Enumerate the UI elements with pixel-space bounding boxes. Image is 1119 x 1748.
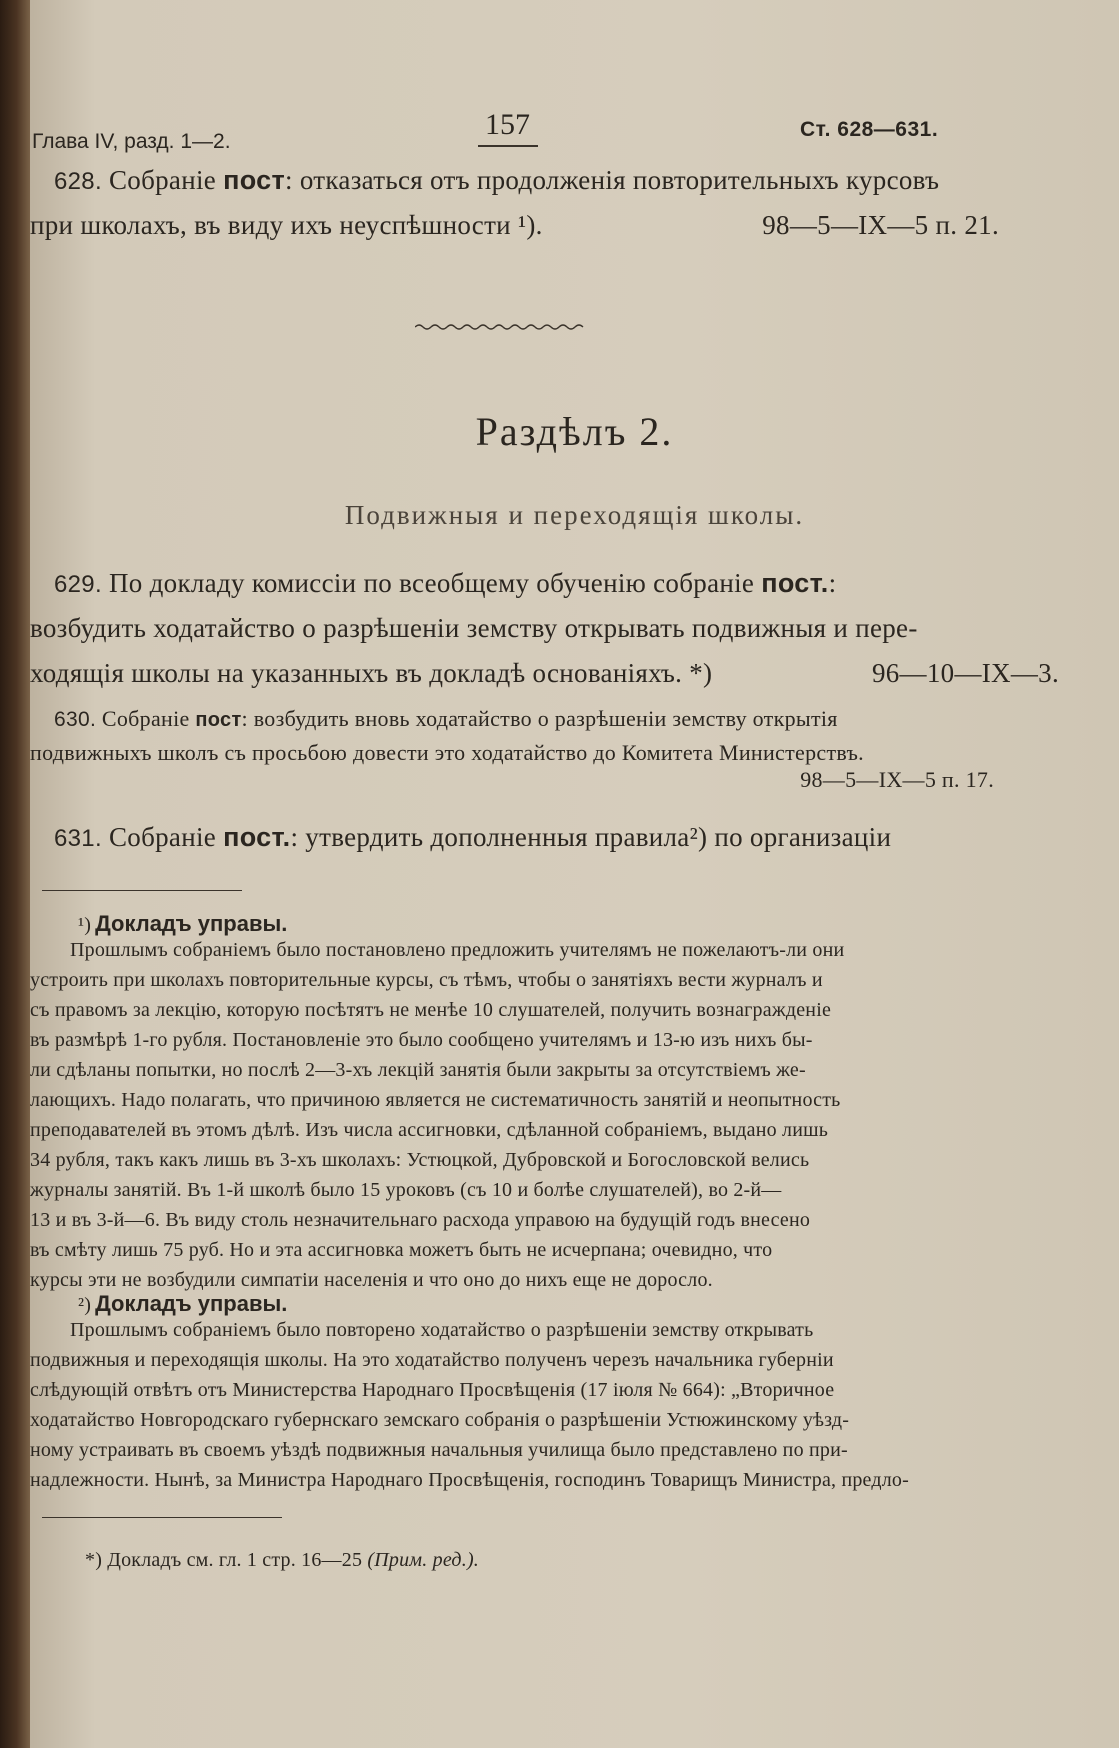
footnote-line: 34 рубля, такъ какъ лишь въ 3-хъ школахъ: Устюцкой, Дубровской и Богословской велись [30,1149,810,1171]
footnote-line: слѣдующій отвѣтъ отъ Министерства Народнаго Просвѣщенія (17 іюля № 664): „Вторичное [30,1379,835,1401]
footnote-line: ли сдѣланы попытки, но послѣ 2—3-хъ лекцій занятія были закрыты за отсутствіемъ же- [30,1059,806,1081]
article-628-line-2: при школахъ, въ виду ихъ неуспѣшности ¹). [30,210,543,240]
footnote-line: надлежности. Нынѣ, за Министра Народнаго Просвѣщенія, господинъ Товарищъ Министра, предло- [30,1469,909,1491]
footnote-2-body [30,1315,1000,1495]
editor-note: (Прим. ред.). [367,1549,479,1571]
footnote-1-body [30,935,1000,1295]
footnote-separator-2 [42,1517,282,1518]
page-number-underline [478,145,538,147]
section-subtitle: Подвижныя и переходящія школы. [344,500,805,530]
footnote-line: ному устраивать въ своемъ уѣздѣ подвижныя начальныя училища было представлено по при- [30,1439,848,1461]
decorative-divider [415,322,585,332]
article-628-line-1: 628. Собраніе пост: отказаться отъ продолженія повторительныхъ курсовъ [54,165,940,195]
footnote-separator [42,890,242,891]
article-number: 631. [54,825,102,852]
article-629-reference: 96—10—IX—3. [871,658,1059,688]
footnote-title: Докладъ управы. [95,1291,288,1316]
footnote-title: Докладъ управы. [95,911,288,936]
footnote-marker: ²) [78,1294,92,1316]
editor-footnote: *) Докладъ см. гл. 1 стр. 16—25 (Прим. ред.). [85,1549,479,1571]
post-keyword: пост. [761,568,829,598]
page-number: 157 [485,108,530,141]
article-number: 630. [54,708,97,731]
post-keyword: пост [223,165,286,195]
article-number: 629. [54,571,102,598]
article-number: 628. [54,168,102,195]
article-628-reference: 98—5—IX—5 п. 21. [762,210,999,240]
articles-header: Ст. 628—631. [800,118,939,141]
article-629-line-3: ходящія школы на указанныхъ въ докладѣ основаніяхъ. *) [30,658,713,688]
chapter-header: Глава IV, разд. 1—2. [32,130,231,153]
footnote-line: 13 и въ 3-й—6. Въ виду столь незначительнаго расхода управою на будущій годъ внесено [30,1209,811,1231]
post-keyword: пост. [223,822,291,852]
post-keyword: пост [195,709,242,731]
article-630-reference: 98—5—IX—5 п. 17. [800,767,994,792]
footnote-line: преподавателей въ этомъ дѣлѣ. Изъ числа ассигновки, сдѣланной собраніемъ, выдано лишь [30,1119,829,1141]
footnote-line: журналы занятій. Въ 1-й школѣ было 15 уроковъ (съ 10 и болѣе слушателей), во 2-й— [30,1179,782,1201]
document-page [30,0,1119,1748]
article-629-line-1: 629. По докладу комиссіи по всеобщему обученію собраніе пост.: [54,568,837,598]
article-630-line-2: подвижныхъ школъ съ просьбою довести это ходатайство до Комитета Министерствъ. [30,740,864,765]
footnote-line: ходатайство Новгородскаго губернскаго земскаго собранія о разрѣшеніи Устюжинскому уѣзд- [30,1409,850,1431]
footnote-line: устроить при школахъ повторительные курсы, съ тѣмъ, чтобы о занятіяхъ вести журналъ и [30,969,823,991]
footnote-line: Прошлымъ собраніемъ было повторено ходатайство о разрѣшеніи земству открывать [70,1319,814,1341]
footnote-line: подвижныя и переходящія школы. На это ходатайство полученъ черезъ начальника губерніи [30,1349,834,1371]
book-spine [0,0,30,1748]
footnote-line: курсы эти не возбудили симпатіи населенія и что оно до нихъ еще не доросло. [30,1269,713,1291]
footnote-line: въ размѣрѣ 1-го рубля. Постановленіе это было сообщено учителямъ и 13-ю изъ нихъ бы- [30,1029,813,1051]
footnote-line: лающихъ. Надо полагать, что причиною является не систематичность занятій и неопытность [30,1089,841,1111]
footnote-line: въ смѣту лишь 75 руб. Но и эта ассигновка можетъ быть не исчерпана; очевидно, что [30,1239,773,1261]
footnote-line: Прошлымъ собраніемъ было постановлено предложить учителямъ не пожелаютъ-ли они [70,939,845,961]
article-630-line-1: 630. Собраніе пост: возбудить вновь ходатайство о разрѣшеніи земству открытія [54,706,838,731]
article-631-line-1: 631. Собраніе пост.: утвердить дополненныя правила²) по организаціи [54,822,892,852]
footnote-marker: ¹) [78,914,92,936]
article-629-line-2: возбудить ходатайство о разрѣшеніи земству открывать подвижныя и пере- [30,613,918,643]
footnote-line: съ правомъ за лекцію, которую посѣтятъ не менѣе 10 слушателей, получить вознагражденіе [30,999,832,1021]
section-title: Раздѣлъ 2. [475,409,674,454]
